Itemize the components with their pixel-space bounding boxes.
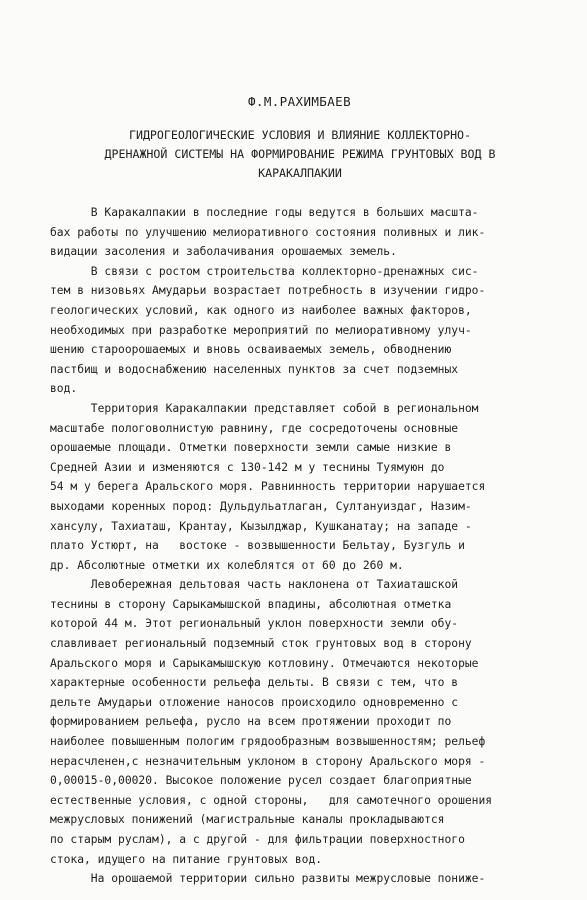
body-line: шению староорошаемых и вновь осваиваемых земель, обводнению [50,343,452,357]
body-line: славливает региональный подземный сток грунтовых вод в сторону [50,637,472,651]
body-line: тем в низовьях Амударьи возрастает потребность в изучении гидро- [50,284,486,298]
article-title [40,126,560,183]
body-line: естественные условия, с одной стороны, для самотечного орошения [50,793,493,807]
body-line: хансулу, Тахиаташ, Крантау, Кызылджар, Кушканатау; на западе - [50,519,472,533]
body-line: Аральского моря и Сарыкамышскую котловину. Отмечаются некоторые [50,656,479,670]
body-line: Средней Азии и изменяются с 130-142 м у теснины Туямуюн до [50,460,445,474]
body-line: пастбищ и водоснабжению населенных пунктов за счет подземных [50,362,459,376]
title-line: КАРАКАЛПАКИИ [258,166,342,180]
body-line: В Каракалпакии в последние годы ведутся в больших масшта- [50,206,479,219]
body-line: теснины в сторону Сарыкамышской впадины, абсолютная отметка [50,597,452,611]
body-line: Территория Каракалпакии представляет собой в региональном [50,401,479,415]
body-line: по старым руслам), а с другой - для фильтрации поверхностного [50,833,465,846]
body-line: которой 44 м. Этот региональный уклон поверхности земли обу- [50,617,459,631]
body-line: 54 м у берега Аральского моря. Равнинность территории нарушается [50,480,486,494]
body-line: межрусловых понижений (магистральные каналы прокладываются [50,813,445,827]
body-line: необходимых при разработке мероприятий по мелиоративному улуч- [50,323,472,337]
body-line: видации засоления и заболачивания орошаемых земель. [50,245,397,259]
author-name: Ф.М.РАХИМБАЕВ [247,94,352,109]
body-line: др. Абсолютные отметки их колеблятся от 60 до 260 м. [50,558,404,572]
body-line: нерасчленен,с незначительным уклоном в сторону Аральского моря - [50,754,486,768]
body-line: вод. [50,382,78,396]
body-line: выходами коренных пород: Дульдульатлаган, Султануиздаг, Назим- [50,499,472,513]
body-line: масштабе пологоволнистую равнину, где сосредоточены основные [50,421,459,435]
title-line: ГИДРОГЕОЛОГИЧЕСКИЕ УСЛОВИЯ И ВЛИЯНИЕ КОЛЛЕКТОРНО- [128,128,472,142]
body-line: бах работы по улучшению мелиоративного состояния поливных и лик- [50,225,486,239]
body-line: В связи с ростом строительства коллекторно-дренажных сис- [50,264,479,278]
body-line: плато Устюрт, на востоке - возвышенности Бельтау, Бузгуль и [50,539,465,553]
body-line: характерные особенности рельефа дельты. В связи с тем, что в [50,676,459,690]
title-line: ДРЕНАЖНОЙ СИСТЕМЫ НА ФОРМИРОВАНИЕ РЕЖИМА ГРУНТОВЫХ ВОД В [104,147,496,161]
body-line: орошаемые площади. Отметки поверхности земли самые низкие в [50,441,452,455]
body-line: стока, идущего на питание грунтовых вод. [50,852,323,866]
body-line: дельте Амударьи отложение наносов происходило одновременно с [50,695,459,709]
body-line: формированием рельефа, русло на всем протяжении проходит по [50,715,452,729]
body-line: наиболее повышенным пологим грядообразным возвышенностям; рельеф [50,735,486,749]
body-line: Левобережная дельтовая часть наклонена от Тахиаташской [50,578,459,592]
body-line: 0,00015-0,00020. Высокое положение русел создает благоприятные [50,774,472,788]
body-line: геологических условий, как одного из наиболее важных факторов, [50,303,472,317]
body-text [50,203,560,889]
body-line: На орошаемой территории сильно развиты межрусловые пониже- [50,872,486,886]
